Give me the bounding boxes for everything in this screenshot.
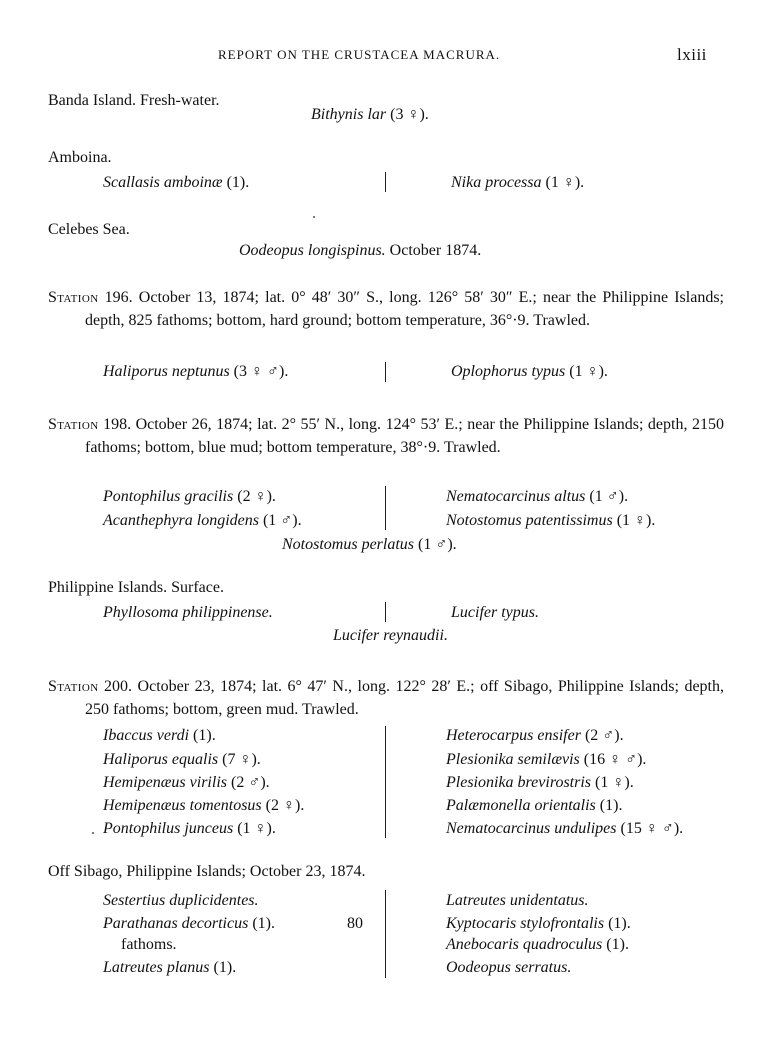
- species-entry: [103, 775, 270, 791]
- species-entry: [446, 893, 589, 909]
- species-name: Scallasis amboinæ: [103, 174, 223, 191]
- specimen-count: (16 ♀ ♂).: [579, 751, 647, 768]
- station-label: Station: [48, 678, 99, 695]
- station-200-description: [48, 675, 724, 721]
- species-entry: [446, 752, 646, 768]
- species-entry: [103, 916, 363, 932]
- specimen-count: (2 ♀).: [233, 488, 276, 505]
- specimen-count: (1).: [595, 797, 623, 814]
- species-entry: [282, 537, 457, 553]
- locality-sibago: Off Sibago, Philippine Islands; October 23, 1874.: [48, 863, 366, 880]
- specimen-count: (1 ♀).: [541, 174, 585, 191]
- species-name: Parathanas decorticus: [103, 915, 249, 932]
- locality-celebes: Celebes Sea.: [48, 221, 130, 238]
- station-label: Station: [48, 289, 99, 306]
- locality-banda: Banda Island. Fresh-water.: [48, 92, 220, 109]
- specimen-count: (15 ♀ ♂).: [616, 820, 684, 837]
- species-name: Kyptocaris stylofrontalis: [446, 915, 605, 932]
- species-name: Bithynis lar: [311, 106, 387, 123]
- depth-value: 80: [347, 915, 363, 932]
- species-name: Latreutes unidentatus.: [446, 892, 589, 909]
- specimen-count: (1 ♂).: [414, 536, 457, 553]
- species-entry: [446, 489, 628, 505]
- specimen-count: (1 ♂).: [585, 488, 629, 505]
- species-name: Sestertius duplicidentes.: [103, 892, 259, 909]
- specimen-count: (3 ♀ ♂).: [229, 363, 289, 380]
- species-name: Nematocarcinus altus: [446, 488, 586, 505]
- column-divider: [385, 172, 386, 192]
- species-entry: [103, 798, 304, 814]
- species-entry: [311, 107, 429, 123]
- species-name: Oplophorus typus: [451, 363, 566, 380]
- species-entry: [446, 821, 683, 837]
- species-name: Ibaccus verdi: [103, 727, 190, 744]
- species-entry: [446, 798, 622, 814]
- column-divider: [385, 362, 386, 382]
- running-header: REPORT ON THE CRUSTACEA MACRURA.: [218, 47, 501, 62]
- station-198-description: [48, 413, 724, 459]
- specimen-count: (2 ♂).: [580, 727, 624, 744]
- species-name: Anebocaris quadroculus: [446, 936, 603, 953]
- specimen-count: (1).: [602, 936, 629, 953]
- specimen-count: (1).: [209, 959, 237, 976]
- species-entry: [239, 243, 481, 259]
- species-name: Palæmonella orientalis: [446, 797, 596, 814]
- specimen-count: (2 ♀).: [261, 797, 305, 814]
- species-name: Haliporus neptunus: [103, 363, 230, 380]
- species-name: Notostomus patentissimus: [446, 512, 613, 529]
- species-name: Acanthephyra longidens: [103, 512, 259, 529]
- locality-philippine: Philippine Islands. Surface.: [48, 579, 224, 596]
- column-divider: [385, 890, 386, 978]
- species-name: Nika processa: [451, 174, 542, 191]
- collection-date: October 1874.: [385, 242, 482, 259]
- specimen-count: (1 ♀).: [591, 774, 634, 791]
- station-label: Station: [48, 416, 99, 433]
- station-text: 200. October 23, 1874; lat. 6° 47′ N., long. 122° 28′ E.; off Sibago, Philippine Islands; depth, 250 fathoms; bottom, green mud. Trawled.: [85, 678, 724, 718]
- specimen-count: (2 ♂).: [227, 774, 270, 791]
- specimen-count: (3 ♀).: [386, 106, 429, 123]
- species-name: Latreutes planus: [103, 959, 210, 976]
- species-entry: [103, 752, 261, 768]
- species-name: Phyllosoma philippinense.: [103, 604, 273, 621]
- species-name: Nematocarcinus undulipes: [446, 820, 617, 837]
- species-name: Pontophilus junceus: [103, 820, 234, 837]
- species-entry: [103, 489, 276, 505]
- species-name: Haliporus equalis: [103, 751, 219, 768]
- specimen-count: (1).: [248, 915, 275, 932]
- species-entry: [451, 364, 608, 380]
- species-name: Pontophilus gracilis: [103, 488, 234, 505]
- species-entry: [103, 821, 276, 837]
- species-entry: [446, 916, 631, 932]
- station-196-description: [48, 286, 724, 332]
- species-entry: [446, 775, 634, 791]
- species-name: Oodeopus longispinus.: [239, 242, 386, 259]
- specimen-count: (1 ♀).: [565, 363, 608, 380]
- species-entry: [103, 175, 249, 191]
- species-name: Plesionika semilævis: [446, 751, 580, 768]
- specimen-count: (1 ♀).: [612, 512, 656, 529]
- station-text: 196. October 13, 1874; lat. 0° 48′ 30″ S., long. 126° 58′ 30″ E.; near the Philippine Islands; depth, 825 fathoms; bottom, hard ground; bottom temperature, 36°·9. Trawled.: [85, 289, 724, 329]
- print-speck: [313, 216, 315, 218]
- specimen-count: (1 ♀).: [233, 820, 276, 837]
- species-entry: [103, 364, 288, 380]
- species-entry: [103, 728, 216, 744]
- species-entry: [103, 960, 236, 976]
- specimen-count: (7 ♀).: [218, 751, 261, 768]
- column-divider: [385, 726, 386, 838]
- species-name: Hemipenæus tomentosus: [103, 797, 262, 814]
- species-entry: [446, 937, 629, 953]
- station-text: 198. October 26, 1874; lat. 2° 55′ N., long. 124° 53′ E.; near the Philippine Islands; depth, 2150 fathoms; bottom, blue mud; bottom temperature, 38°·9. Trawled.: [85, 416, 724, 456]
- specimen-count: (1).: [604, 915, 631, 932]
- depth-unit: fathoms.: [121, 936, 177, 953]
- page-number: lxiii: [677, 45, 707, 64]
- print-speck: [92, 832, 94, 834]
- species-entry: [446, 728, 624, 744]
- species-entry: [451, 175, 584, 191]
- species-entry: [446, 513, 655, 529]
- specimen-count: (1).: [222, 174, 250, 191]
- species-entry: [103, 513, 302, 529]
- species-name: Lucifer typus.: [451, 604, 539, 621]
- species-name: Hemipenæus virilis: [103, 774, 227, 791]
- specimen-count: (1).: [189, 727, 216, 744]
- column-divider: [385, 602, 386, 622]
- specimen-count: (1 ♂).: [258, 512, 302, 529]
- species-name: Oodeopus serratus.: [446, 959, 572, 976]
- species-name: Notostomus perlatus: [282, 536, 415, 553]
- species-name: Heterocarpus ensifer: [446, 727, 581, 744]
- locality-amboina: Amboina.: [48, 149, 112, 166]
- column-divider: [385, 486, 386, 530]
- species-name: Plesionika brevirostris: [446, 774, 592, 791]
- species-entry: [446, 960, 571, 976]
- species-name: Lucifer reynaudii.: [333, 627, 448, 644]
